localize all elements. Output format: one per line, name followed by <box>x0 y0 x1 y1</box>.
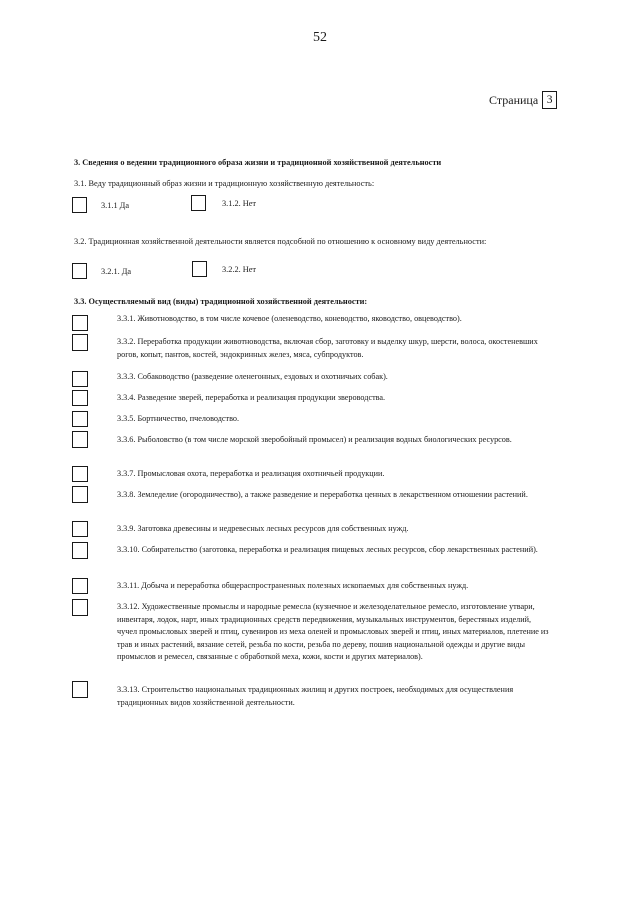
activity-item-3-3-13: 3.3.13. Строительство национальных традиционных жилищ и других построек, необходимых для осуществления традиционных видов хозяйственной деятельности. <box>117 685 514 707</box>
checkbox-3-3-1[interactable] <box>72 315 88 331</box>
section-3-title: 3. Сведения о ведении традиционного образа жизни и традиционной хозяйственной деятельности <box>74 158 442 167</box>
checkbox-3-3-2[interactable] <box>72 334 88 351</box>
activity-item-3-3-5: 3.3.5. Бортничество, пчеловодство. <box>117 414 240 423</box>
activity-item-3-3-8: 3.3.8. Земледелие (огородничество), а также разведение и переработка ценных в лекарственном отношении растений. <box>117 490 528 499</box>
option-3-1-2-label: 3.1.2. Нет <box>222 199 257 208</box>
checkbox-3-3-10[interactable] <box>72 542 88 559</box>
activity-item-3-3-6: 3.3.6. Рыболовство (в том числе морской зверобойный промысел) и реализация водных биологических ресурсов. <box>117 435 512 444</box>
checkbox-3-3-3[interactable] <box>72 371 88 387</box>
page-number: 52 <box>313 30 327 45</box>
checkbox-3-3-7[interactable] <box>72 466 88 482</box>
question-3-1: 3.1. Веду традиционный образ жизни и традиционную хозяйственную деятельность: <box>74 179 375 188</box>
checkbox-3-3-13[interactable] <box>72 681 88 698</box>
page-indicator-value: 3 <box>542 91 557 109</box>
checkbox-3-3-6[interactable] <box>72 431 88 448</box>
activity-item-3-3-3: 3.3.3. Собаководство (разведение оленегонных, ездовых и охотничьих собак). <box>117 372 388 381</box>
activity-item-3-3-4: 3.3.4. Разведение зверей, переработка и реализация продукции звероводства. <box>117 393 386 402</box>
checkbox-3-3-11[interactable] <box>72 578 88 594</box>
activity-item-3-3-7: 3.3.7. Промысловая охота, переработка и реализация охотничьей продукции. <box>117 469 385 478</box>
option-3-1-1-label: 3.1.1 Да <box>101 201 130 210</box>
activity-item-3-3-12: 3.3.12. Художественные промыслы и народные ремесла (кузнечное и железоделательное ремесло, изготовление утвари, инвентаря, лодок, нарт, иных традиционных средств передвижения, музыкальных инструментов, берестяных изделий, чучел промысловых зверей и птиц, сувениров из меха оленей и промысловых зверей и птиц, иных материалов, плетение из трав и иных растений, вязание сетей, резьба по кости, резьба по дереву, пошив национальной одежды и другие виды промыслов и ремесел, связанные с обработкой меха, кожи, кости и других материалов). <box>117 602 549 661</box>
checkbox-3-3-12[interactable] <box>72 599 88 616</box>
checkbox-3-1-2[interactable] <box>191 195 206 211</box>
checkbox-3-2-2[interactable] <box>192 261 207 277</box>
question-3-2: 3.2. Традиционная хозяйственной деятельности является подсобной по отношению к основному виду деятельности: <box>74 237 487 246</box>
activity-item-3-3-11: 3.3.11. Добыча и переработка общераспространенных полезных ископаемых для собственных нужд. <box>117 581 469 590</box>
activity-item-3-3-10: 3.3.10. Собирательство (заготовка, переработка и реализация пищевых лесных ресурсов, сбор лекарственных растений). <box>117 545 538 554</box>
checkbox-3-3-4[interactable] <box>72 390 88 406</box>
question-3-3-title: 3.3. Осуществляемый вид (виды) традиционной хозяйственной деятельности: <box>74 297 368 306</box>
activity-item-3-3-9: 3.3.9. Заготовка древесины и недревесных лесных ресурсов для собственных нужд. <box>117 524 409 533</box>
option-3-2-1-label: 3.2.1. Да <box>101 267 132 276</box>
page-indicator <box>489 91 557 109</box>
activity-item-3-3-2: 3.3.2. Переработка продукции животноводства, включая сбор, заготовку и выделку шкур, шерсти, волоса, окостеневших рогов, копыт, пантов, костей, эндокринных желез, мяса, субпродуктов. <box>117 337 538 359</box>
page-indicator-label: Страница <box>489 92 539 107</box>
checkbox-3-1-1[interactable] <box>72 197 87 213</box>
checkbox-3-3-8[interactable] <box>72 486 88 503</box>
option-3-2-2-label: 3.2.2. Нет <box>222 265 257 274</box>
activity-item-3-3-1: 3.3.1. Животноводство, в том числе кочевое (оленеводство, коневодство, яководство, овцеводство). <box>117 314 462 323</box>
checkbox-3-3-5[interactable] <box>72 411 88 427</box>
checkbox-3-3-9[interactable] <box>72 521 88 537</box>
checkbox-3-2-1[interactable] <box>72 263 87 279</box>
